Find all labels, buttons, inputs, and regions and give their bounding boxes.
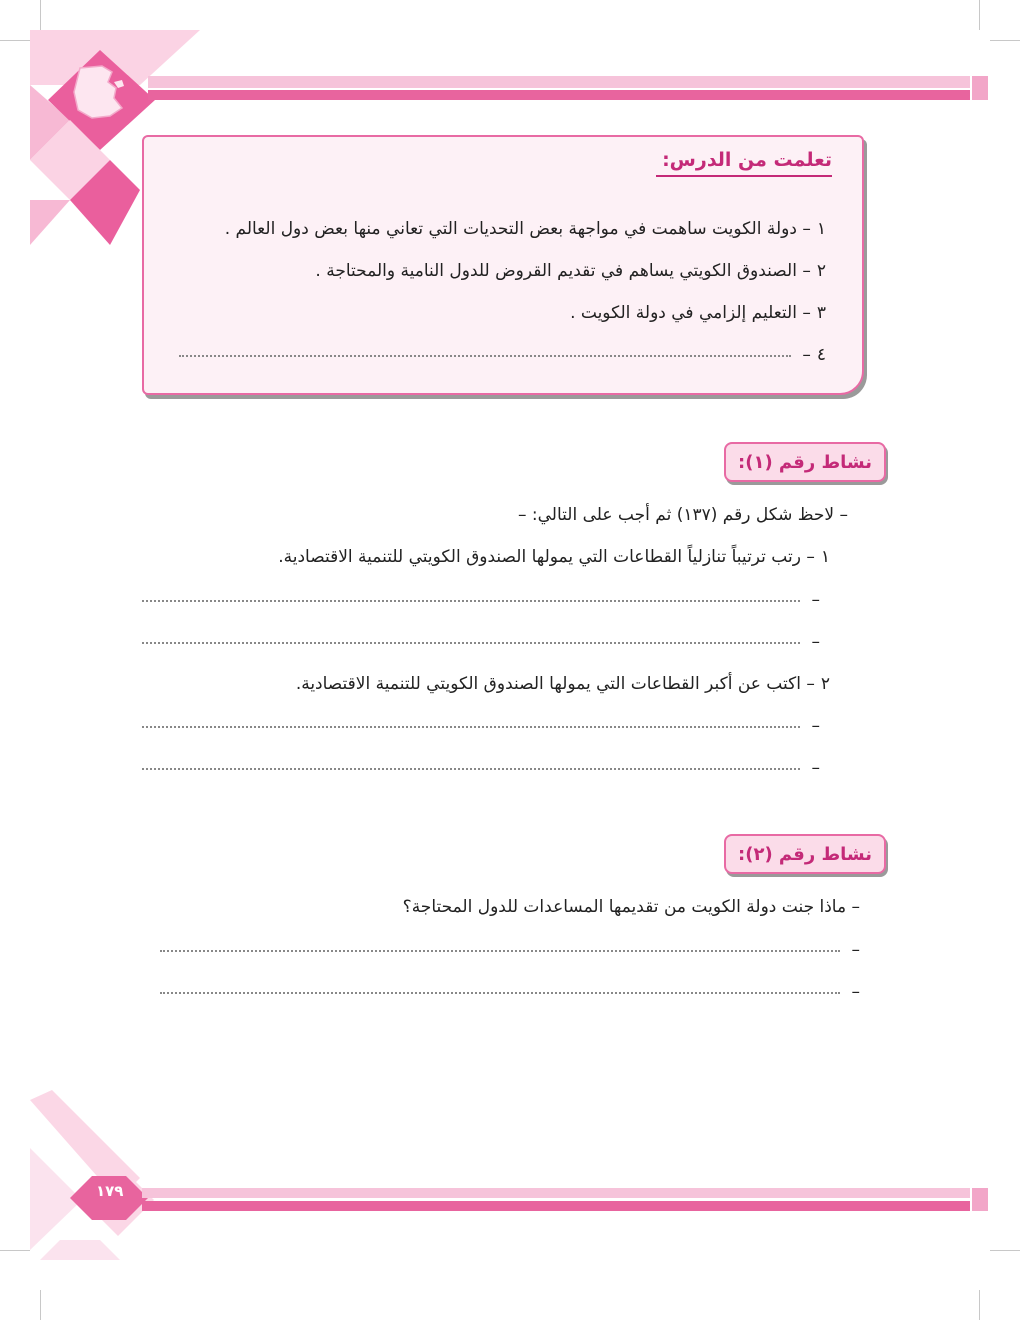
question-text: – رتب ترتيباً تنازلياً القطاعات التي يمولها الصندوق الكويتي للتنمية الاقتصادية.: [278, 547, 815, 567]
summary-item-number: ٢: [816, 261, 826, 281]
activity-1-instruction: – لاحظ شكل رقم (١٣٧) ثم أجب على التالي: –: [517, 505, 848, 525]
crop-mark: [979, 0, 980, 30]
summary-item-text: – دولة الكويت ساهمت في مواجهة بعض التحديات التي تعاني منها بعض دول العالم .: [224, 219, 811, 239]
crop-mark: [40, 1290, 41, 1320]
summary-item: [570, 303, 826, 323]
answer-dash: –: [851, 982, 860, 1002]
question-text: – اكتب عن أكبر القطاعات التي يمولها الصندوق الكويتي للتنمية الاقتصادية.: [295, 674, 815, 694]
footer-bar-light: [142, 1188, 970, 1198]
crop-mark: [990, 1250, 1020, 1251]
kuwait-map-icon: [70, 62, 130, 124]
answer-dash: –: [851, 940, 860, 960]
summary-item-text: –: [802, 345, 811, 365]
crop-mark: [0, 40, 30, 41]
summary-title: تعلمت من الدرس:: [656, 149, 832, 177]
answer-line[interactable]: [142, 641, 800, 644]
answer-dash: –: [811, 590, 820, 610]
question-number: ٢: [820, 674, 830, 694]
summary-item: [315, 261, 826, 281]
page-number: ١٧٩: [96, 1182, 124, 1200]
header-bar-dark: [148, 90, 970, 100]
header-bar-cap: [972, 76, 988, 100]
question-number: ١: [820, 547, 830, 567]
answer-row[interactable]: [142, 590, 820, 610]
answer-row[interactable]: [142, 632, 820, 652]
summary-item-number: ٤: [816, 345, 826, 365]
answer-line[interactable]: [142, 767, 800, 770]
answer-row[interactable]: [160, 982, 860, 1002]
summary-item-text: – الصندوق الكويتي يساهم في تقديم القروض للدول النامية والمحتاجة .: [315, 261, 811, 281]
activity-1-question-1: [278, 547, 830, 567]
summary-item[interactable]: [179, 345, 826, 365]
answer-line[interactable]: [160, 949, 840, 952]
activity-2-label: نشاط رقم (٢):: [724, 834, 886, 874]
activity-2-question: – ماذا جنت دولة الكويت من تقديمها المساعدات للدول المحتاجة؟: [402, 897, 860, 917]
footer-bar-cap: [972, 1188, 988, 1211]
answer-row[interactable]: [160, 940, 860, 960]
answer-line[interactable]: [160, 991, 840, 994]
header-bar-light: [148, 76, 970, 88]
summary-item-number: ٣: [816, 303, 826, 323]
answer-line[interactable]: [142, 599, 800, 602]
answer-row[interactable]: [142, 758, 820, 778]
summary-item-number: ١: [816, 219, 826, 239]
answer-row[interactable]: [142, 716, 820, 736]
crop-mark: [990, 40, 1020, 41]
lesson-summary-box: [142, 135, 864, 395]
answer-line[interactable]: [179, 354, 791, 357]
crop-mark: [979, 1290, 980, 1320]
crop-mark: [40, 0, 41, 30]
answer-dash: –: [811, 716, 820, 736]
summary-item: [225, 219, 826, 239]
footer-bar-dark: [142, 1201, 970, 1211]
answer-dash: –: [811, 632, 820, 652]
answer-line[interactable]: [142, 725, 800, 728]
answer-dash: –: [811, 758, 820, 778]
footer-decoration: [30, 1090, 210, 1260]
activity-1-question-2: [296, 674, 830, 694]
activity-1-label: نشاط رقم (١):: [724, 442, 886, 482]
crop-mark: [0, 1250, 30, 1251]
summary-item-text: – التعليم إلزامي في دولة الكويت .: [570, 303, 811, 323]
